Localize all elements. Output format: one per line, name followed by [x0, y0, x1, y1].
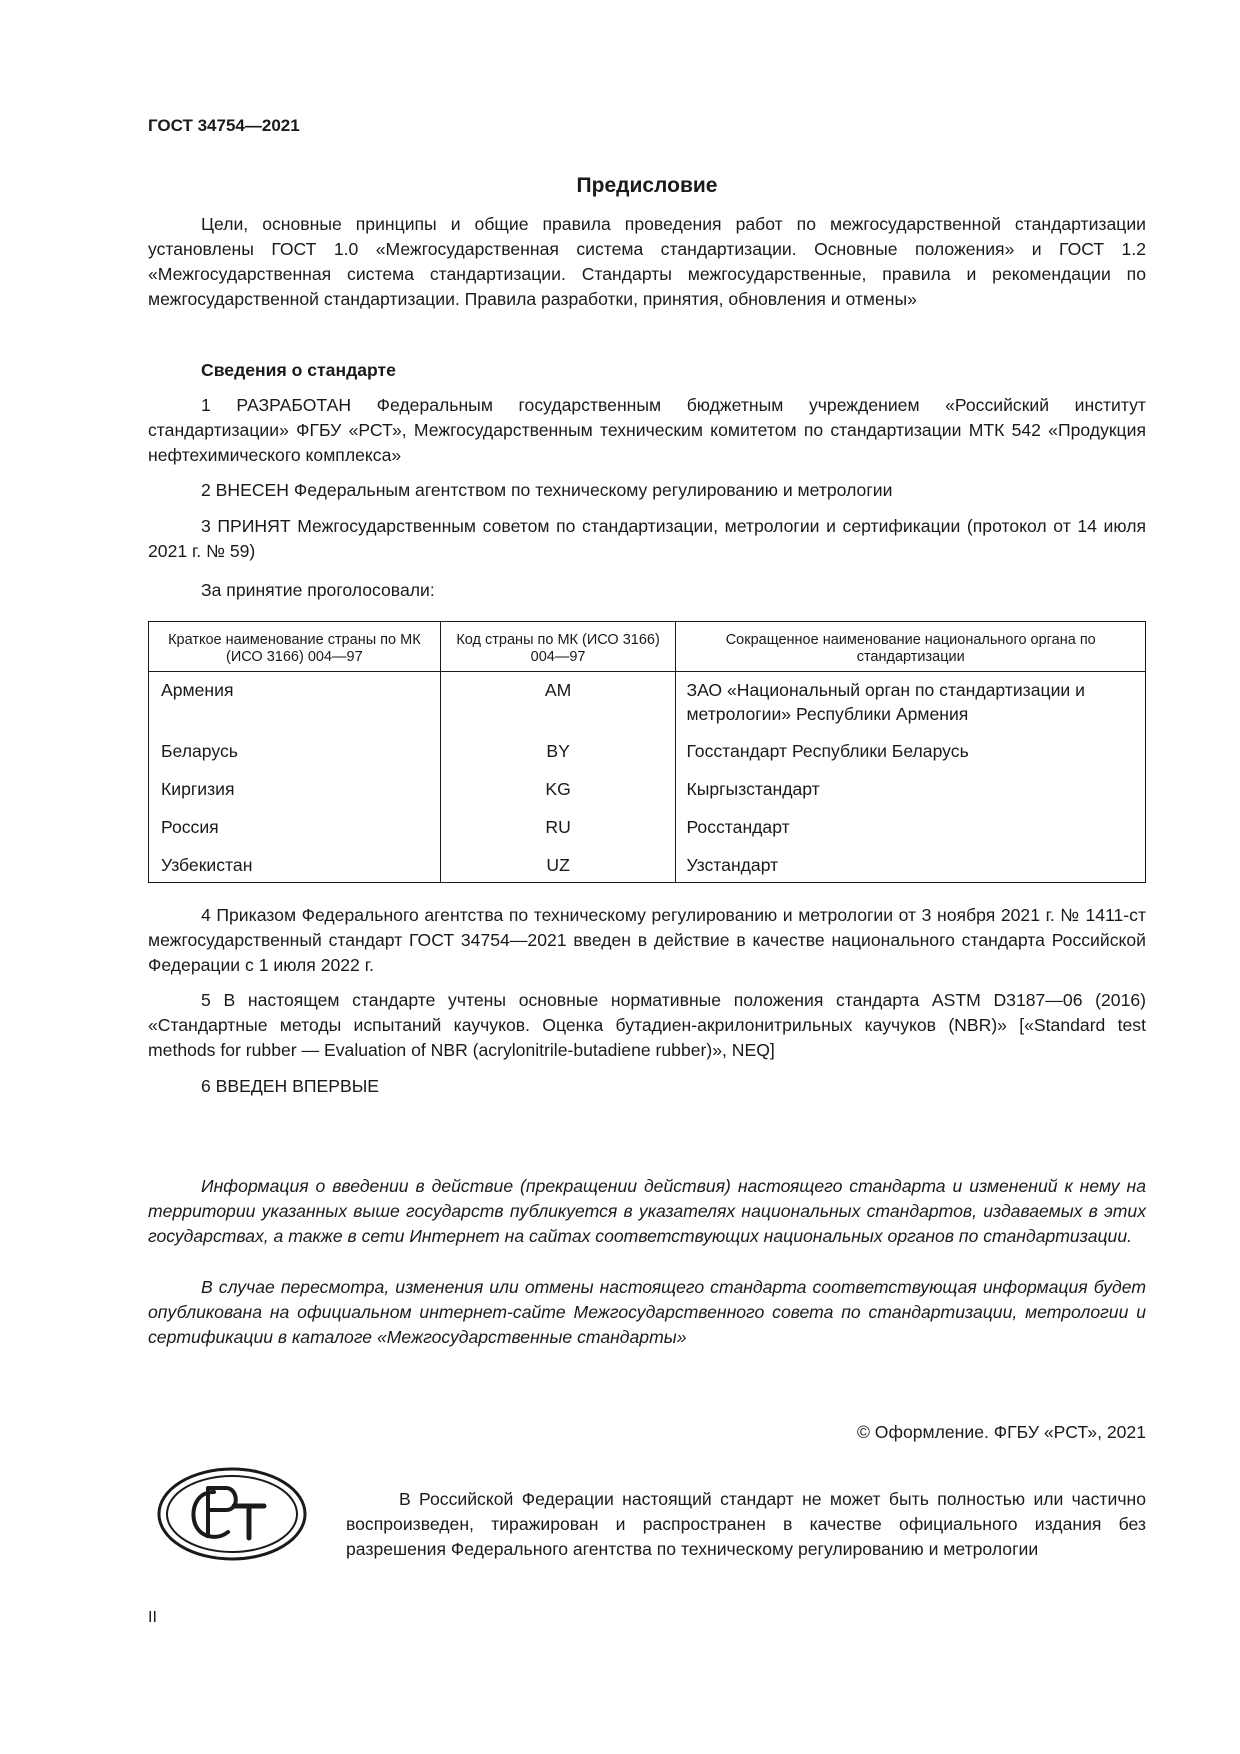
info-heading: Сведения о стандарте: [201, 360, 396, 380]
item-enacted: 4 Приказом Федерального агентства по техническому регулированию и метрологии от 3 ноября 2021 г. № 1411-ст межгосударственный стандарт ГОСТ 34754—2021 введен в действие в качестве национального стандарта Российской Федерации с 1 июля 2022 г.: [148, 905, 1146, 975]
item-developed: 1 РАЗРАБОТАН Федеральным государственным бюджетным учреждением «Российский институт стандартизации» ФГБУ «РСТ», Межгосударственным техническим комитетом по стандартизации МТК 542 «Продукция нефтехимического комплекса»: [148, 395, 1146, 465]
table-row: [149, 809, 1146, 847]
item-submitted: 2 ВНЕСЕН Федеральным агентством по техническому регулированию и метрологии: [201, 480, 893, 500]
country-cell: Россия: [149, 809, 441, 847]
code-cell: KG: [440, 771, 676, 809]
column-header-body: Сокращенное наименование национального органа по стандартизации: [676, 622, 1146, 672]
code-cell: AM: [440, 672, 676, 734]
document-id: ГОСТ 34754—2021: [148, 116, 300, 135]
body-cell: Госстандарт Республики Беларусь: [676, 733, 1146, 771]
voted-label: За принятие проголосовали:: [201, 580, 435, 600]
notice-revision: В случае пересмотра, изменения или отмены настоящего стандарта соответствующая информация будет опубликована на официальном интернет-сайте Межгосударственного совета по стандартизации, метрологии и сертификации в каталоге «Межгосударственные стандарты»: [148, 1277, 1146, 1347]
code-cell: BY: [440, 733, 676, 771]
item-adopted: 3 ПРИНЯТ Межгосударственным советом по стандартизации, метрологии и сертификации (протокол от 14 июля 2021 г. № 59): [148, 516, 1146, 561]
foreword-intro: Цели, основные принципы и общие правила проведения работ по межгосударственной стандартизации установлены ГОСТ 1.0 «Межгосударственная система стандартизации. Основные положения» и ГОСТ 1.2 «Межгосударственная система стандартизации. Стандарты межгосударственные, правила и рекомендации по межгосударственной стандартизации. Правила разработки, принятия, обновления и отмены»: [148, 214, 1146, 309]
column-header-country: Краткое наименование страны по МК (ИСО 3166) 004—97: [149, 622, 441, 672]
item-standards-basis: 5 В настоящем стандарте учтены основные нормативные положения стандарта ASTM D3187—06 (2016) «Стандартные методы испытаний каучуков. Оценка бутадиен-акрилонитрильных каучуков (NBR)» [«Standard test methods for rubber — Evaluation of NBR (acrylonitrile-butadiene rubber)», NEQ]: [148, 990, 1146, 1060]
page-number: II: [148, 1609, 157, 1626]
code-cell: RU: [440, 809, 676, 847]
table-row: [149, 733, 1146, 771]
reproduction-restriction: В Российской Федерации настоящий стандарт не может быть полностью или частично воспроизведен, тиражирован и распространен в качестве официального издания без разрешения Федерального агентства по техническому регулированию и метрологии: [346, 1488, 1146, 1559]
rst-logo-icon: [156, 1466, 308, 1562]
country-cell: Узбекистан: [149, 847, 441, 883]
country-cell: Киргизия: [149, 771, 441, 809]
vote-table: [148, 621, 1146, 883]
table-row: [149, 672, 1146, 734]
item-first-introduced: 6 ВВЕДЕН ВПЕРВЫЕ: [201, 1076, 380, 1096]
body-cell: ЗАО «Национальный орган по стандартизации и метрологии» Республики Армения: [676, 672, 1146, 734]
document-page: [148, 0, 1146, 1754]
body-cell: Кыргызстандарт: [676, 771, 1146, 809]
column-header-code: Код страны по МК (ИСО 3166) 004—97: [440, 622, 676, 672]
table-row: [149, 771, 1146, 809]
notice-publication: Информация о введении в действие (прекращении действия) настоящего стандарта и изменений к нему на территории указанных выше государств публикуется в указателях национальных стандартов, издаваемых в этих государствах, а также в сети Интернет на сайтах соответствующих национальных органов по стандартизации.: [148, 1176, 1146, 1246]
table-header-row: [149, 622, 1146, 672]
country-cell: Беларусь: [149, 733, 441, 771]
copyright-line: © Оформление. ФГБУ «РСТ», 2021: [856, 1422, 1146, 1442]
body-cell: Узстандарт: [676, 847, 1146, 883]
code-cell: UZ: [440, 847, 676, 883]
table-row: [149, 847, 1146, 883]
country-cell: Армения: [149, 672, 441, 734]
body-cell: Росстандарт: [676, 809, 1146, 847]
page-title: Предисловие: [576, 174, 718, 197]
